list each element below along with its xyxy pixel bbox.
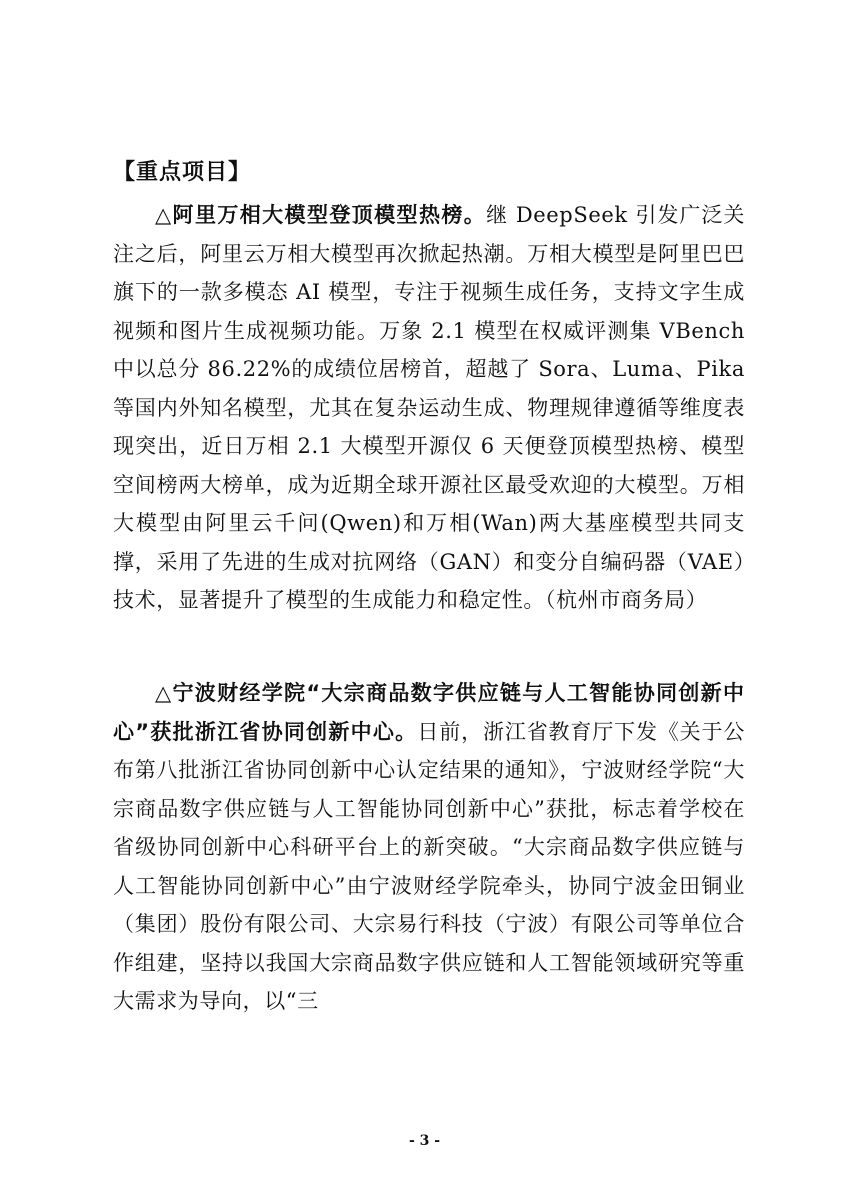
news-item-alibaba-wanxiang xyxy=(113,196,745,620)
news-item-title: △阿里万相大模型登顶模型热榜。 xyxy=(155,203,487,227)
section-heading: 【重点项目】 xyxy=(113,160,252,185)
page-number: - 3 - xyxy=(408,1133,441,1149)
news-item-title: △宁波财经学院“大宗商品数字供应链与人工智能协同创新中心”获批浙江省协同创新中心。 xyxy=(113,681,745,744)
news-item-body: 继 DeepSeek 引发广泛关注之后，阿里云万相大模型再次掀起热潮。万相大模型是阿里巴巴旗下的一款多模态 AI 模型，专注于视频生成任务，支持文字生成视频和图片生成视频功能。万象 2.1 模型在权威评测集 VBench 中以总分 86.22%的成绩位居榜首，超越了 Sora、Luma、Pika 等国内外知名模型，尤其在复杂运动生成、物理规律遵循等维度表现突出，近日万相 2.1 大模型开源仅 6 天便登顶模型热榜、模型空间榜两大榜单，成为近期全球开源社区最受欢迎的大模型。万相大模型由阿里云千问(Qwen)和万相(Wan)两大基座模型共同支撑，采用了先进的生成对抗网络（GAN）和变分自编码器（VAE）技术，显著提升了模型的生成能力和稳定性。（杭州市商务局） xyxy=(113,203,745,612)
news-item-ningbo-finance xyxy=(113,674,745,1021)
news-item-body: 日前，浙江省教育厅下发《关于公布第八批浙江省协同创新中心认定结果的通知》，宁波财经学院“大宗商品数字供应链与人工智能协同创新中心”获批，标志着学校在省级协同创新中心科研平台上的新突破。“大宗商品数字供应链与人工智能协同创新中心”由宁波财经学院牵头，协同宁波金田铜业（集团）股份有限公司、大宗易行科技（宁波）有限公司等单位合作组建，坚持以我国大宗商品数字供应链和人工智能领域研究等重大需求为导向，以“三 xyxy=(113,719,745,1013)
